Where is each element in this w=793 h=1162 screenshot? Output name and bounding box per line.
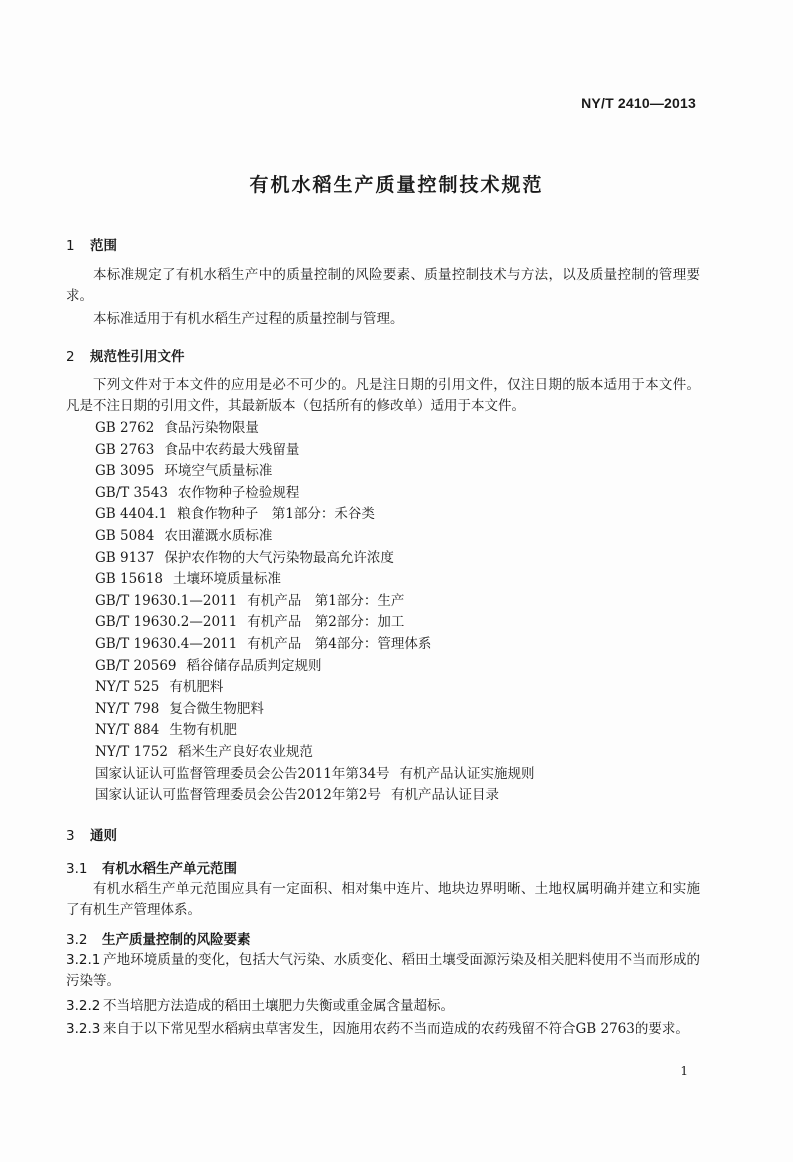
reference-code: NY/T 798: [95, 700, 160, 717]
clause-text: 来自于以下常见型水稻病虫草害发生，因施用农药不当而造成的农药残留不符合GB 2763的要求。: [103, 1021, 689, 1037]
reference-title: 生物有机肥: [169, 722, 237, 739]
section-2-intro: 下列文件对于本文件的应用是必不可少的。凡是注日期的引用文件，仅注日期的版本适用于本文件。凡是不注日期的引用文件，其最新版本（包括所有的修改单）适用于本文件。: [66, 377, 700, 414]
clause-3-2-heading: [66, 928, 251, 948]
reference-item: [95, 764, 535, 786]
reference-code: GB 3095: [95, 463, 155, 480]
reference-title: 有机产品 第1部分：生产: [247, 592, 405, 609]
reference-title: 有机产品 第2部分：加工: [247, 614, 405, 631]
reference-title: 食品污染物限量: [164, 420, 259, 436]
reference-code: GB 2763: [95, 441, 155, 458]
section-number: 2: [66, 349, 75, 365]
clause-3-2-2: [66, 996, 700, 1017]
section-2-heading: [66, 345, 185, 365]
reference-title: 土壤环境质量标准: [172, 571, 281, 588]
clause-text: 产地环境质量的变化，包括大气污染、水质变化、稻田土壤受面源污染及相关肥料使用不当而形成的污染等。: [66, 952, 700, 989]
reference-title: 有机产品 第4部分：管理体系: [247, 635, 432, 652]
reference-code: GB/T 19630.1—2011: [95, 592, 238, 609]
reference-title: 环境空气质量标准: [164, 463, 273, 480]
clause-number: 3.2.1: [66, 952, 101, 968]
clause-number: 3.2.3: [66, 1021, 101, 1037]
reference-code: GB/T 19630.4—2011: [95, 635, 238, 652]
reference-code: GB 5084: [95, 527, 155, 544]
reference-code: GB/T 20569: [95, 657, 177, 674]
reference-code: GB 15618: [95, 571, 163, 588]
reference-title: 食品中农药最大残留量: [164, 441, 300, 458]
reference-item: [95, 548, 535, 570]
reference-item: [95, 504, 535, 526]
page-number: 1: [680, 1064, 688, 1078]
reference-code: GB 9137: [95, 549, 155, 566]
section-1-paragraph-2: 本标准适用于有机水稻生产过程的质量控制与管理。: [93, 311, 404, 327]
section-number: 1: [66, 238, 75, 254]
clause-3-2-1: [66, 950, 700, 992]
reference-code: NY/T 1752: [95, 743, 168, 760]
reference-item: [95, 612, 535, 634]
reference-code: GB/T 19630.2—2011: [95, 614, 238, 631]
reference-code: NY/T 525: [95, 679, 160, 696]
reference-code: 国家认证认可监督管理委员会公告2012年第2号: [95, 787, 381, 804]
reference-code: GB/T 3543: [95, 484, 168, 501]
reference-item: [95, 677, 535, 699]
reference-item: [95, 634, 535, 656]
clause-number: 3.2.2: [66, 998, 101, 1014]
reference-title: 稻米生产良好农业规范: [177, 743, 313, 760]
clause-3-2-3: [66, 1019, 700, 1040]
reference-item: [95, 742, 535, 764]
document-title: 有机水稻生产质量控制技术规范: [249, 174, 544, 196]
reference-item: [95, 699, 535, 721]
section-title: 规范性引用文件: [90, 349, 185, 365]
reference-title: 保护农作物的大气污染物最高允许浓度: [164, 549, 394, 566]
reference-title: 有机产品认证目录: [390, 787, 499, 804]
clause-title: 生产质量控制的风险要素: [102, 932, 251, 948]
clause-3-1-paragraph: 有机水稻生产单元范围应具有一定面积、相对集中连片、地块边界明晰、土地权属明确并建立和实施了有机生产管理体系。: [66, 881, 700, 918]
section-3-heading: [66, 824, 117, 844]
reference-code: GB 2762: [95, 420, 155, 436]
reference-item: [95, 526, 535, 548]
reference-title: 稻谷储存品质判定规则: [186, 657, 322, 674]
reference-item: [95, 461, 535, 483]
reference-item: [95, 569, 535, 591]
normative-reference-list: [95, 418, 535, 807]
reference-item: [95, 591, 535, 613]
reference-title: 有机产品认证实施规则: [399, 765, 535, 782]
section-title: 范围: [90, 238, 117, 254]
reference-code: GB 4404.1: [95, 506, 168, 523]
reference-code: NY/T 884: [95, 722, 160, 739]
section-1-heading: [66, 234, 117, 254]
section-title: 通则: [90, 828, 117, 844]
clause-number: 3.1: [66, 861, 88, 877]
reference-item: [95, 785, 535, 807]
reference-item: [95, 440, 535, 462]
section-1-paragraph-1: 本标准规定了有机水稻生产中的质量控制的风险要素、质量控制技术与方法，以及质量控制的管理要求。: [66, 267, 700, 304]
reference-code: 国家认证认可监督管理委员会公告2011年第34号: [95, 765, 390, 782]
section-number: 3: [66, 828, 75, 844]
reference-item: [95, 656, 535, 678]
reference-item: [95, 418, 535, 440]
clause-number: 3.2: [66, 932, 88, 948]
reference-title: 复合微生物肥料: [169, 700, 264, 717]
reference-title: 有机肥料: [169, 679, 224, 696]
reference-item: [95, 720, 535, 742]
clause-text: 不当培肥方法造成的稻田土壤肥力失衡或重金属含量超标。: [103, 998, 454, 1014]
clause-title: 有机水稻生产单元范围: [102, 861, 237, 877]
reference-title: 农田灌溉水质标准: [164, 527, 273, 544]
standard-code: NY/T 2410—2013: [581, 95, 696, 111]
clause-3-1-heading: [66, 857, 237, 877]
reference-title: 农作物种子检验规程: [177, 484, 300, 501]
reference-title: 粮食作物种子 第1部分：禾谷类: [177, 506, 375, 523]
reference-item: [95, 483, 535, 505]
